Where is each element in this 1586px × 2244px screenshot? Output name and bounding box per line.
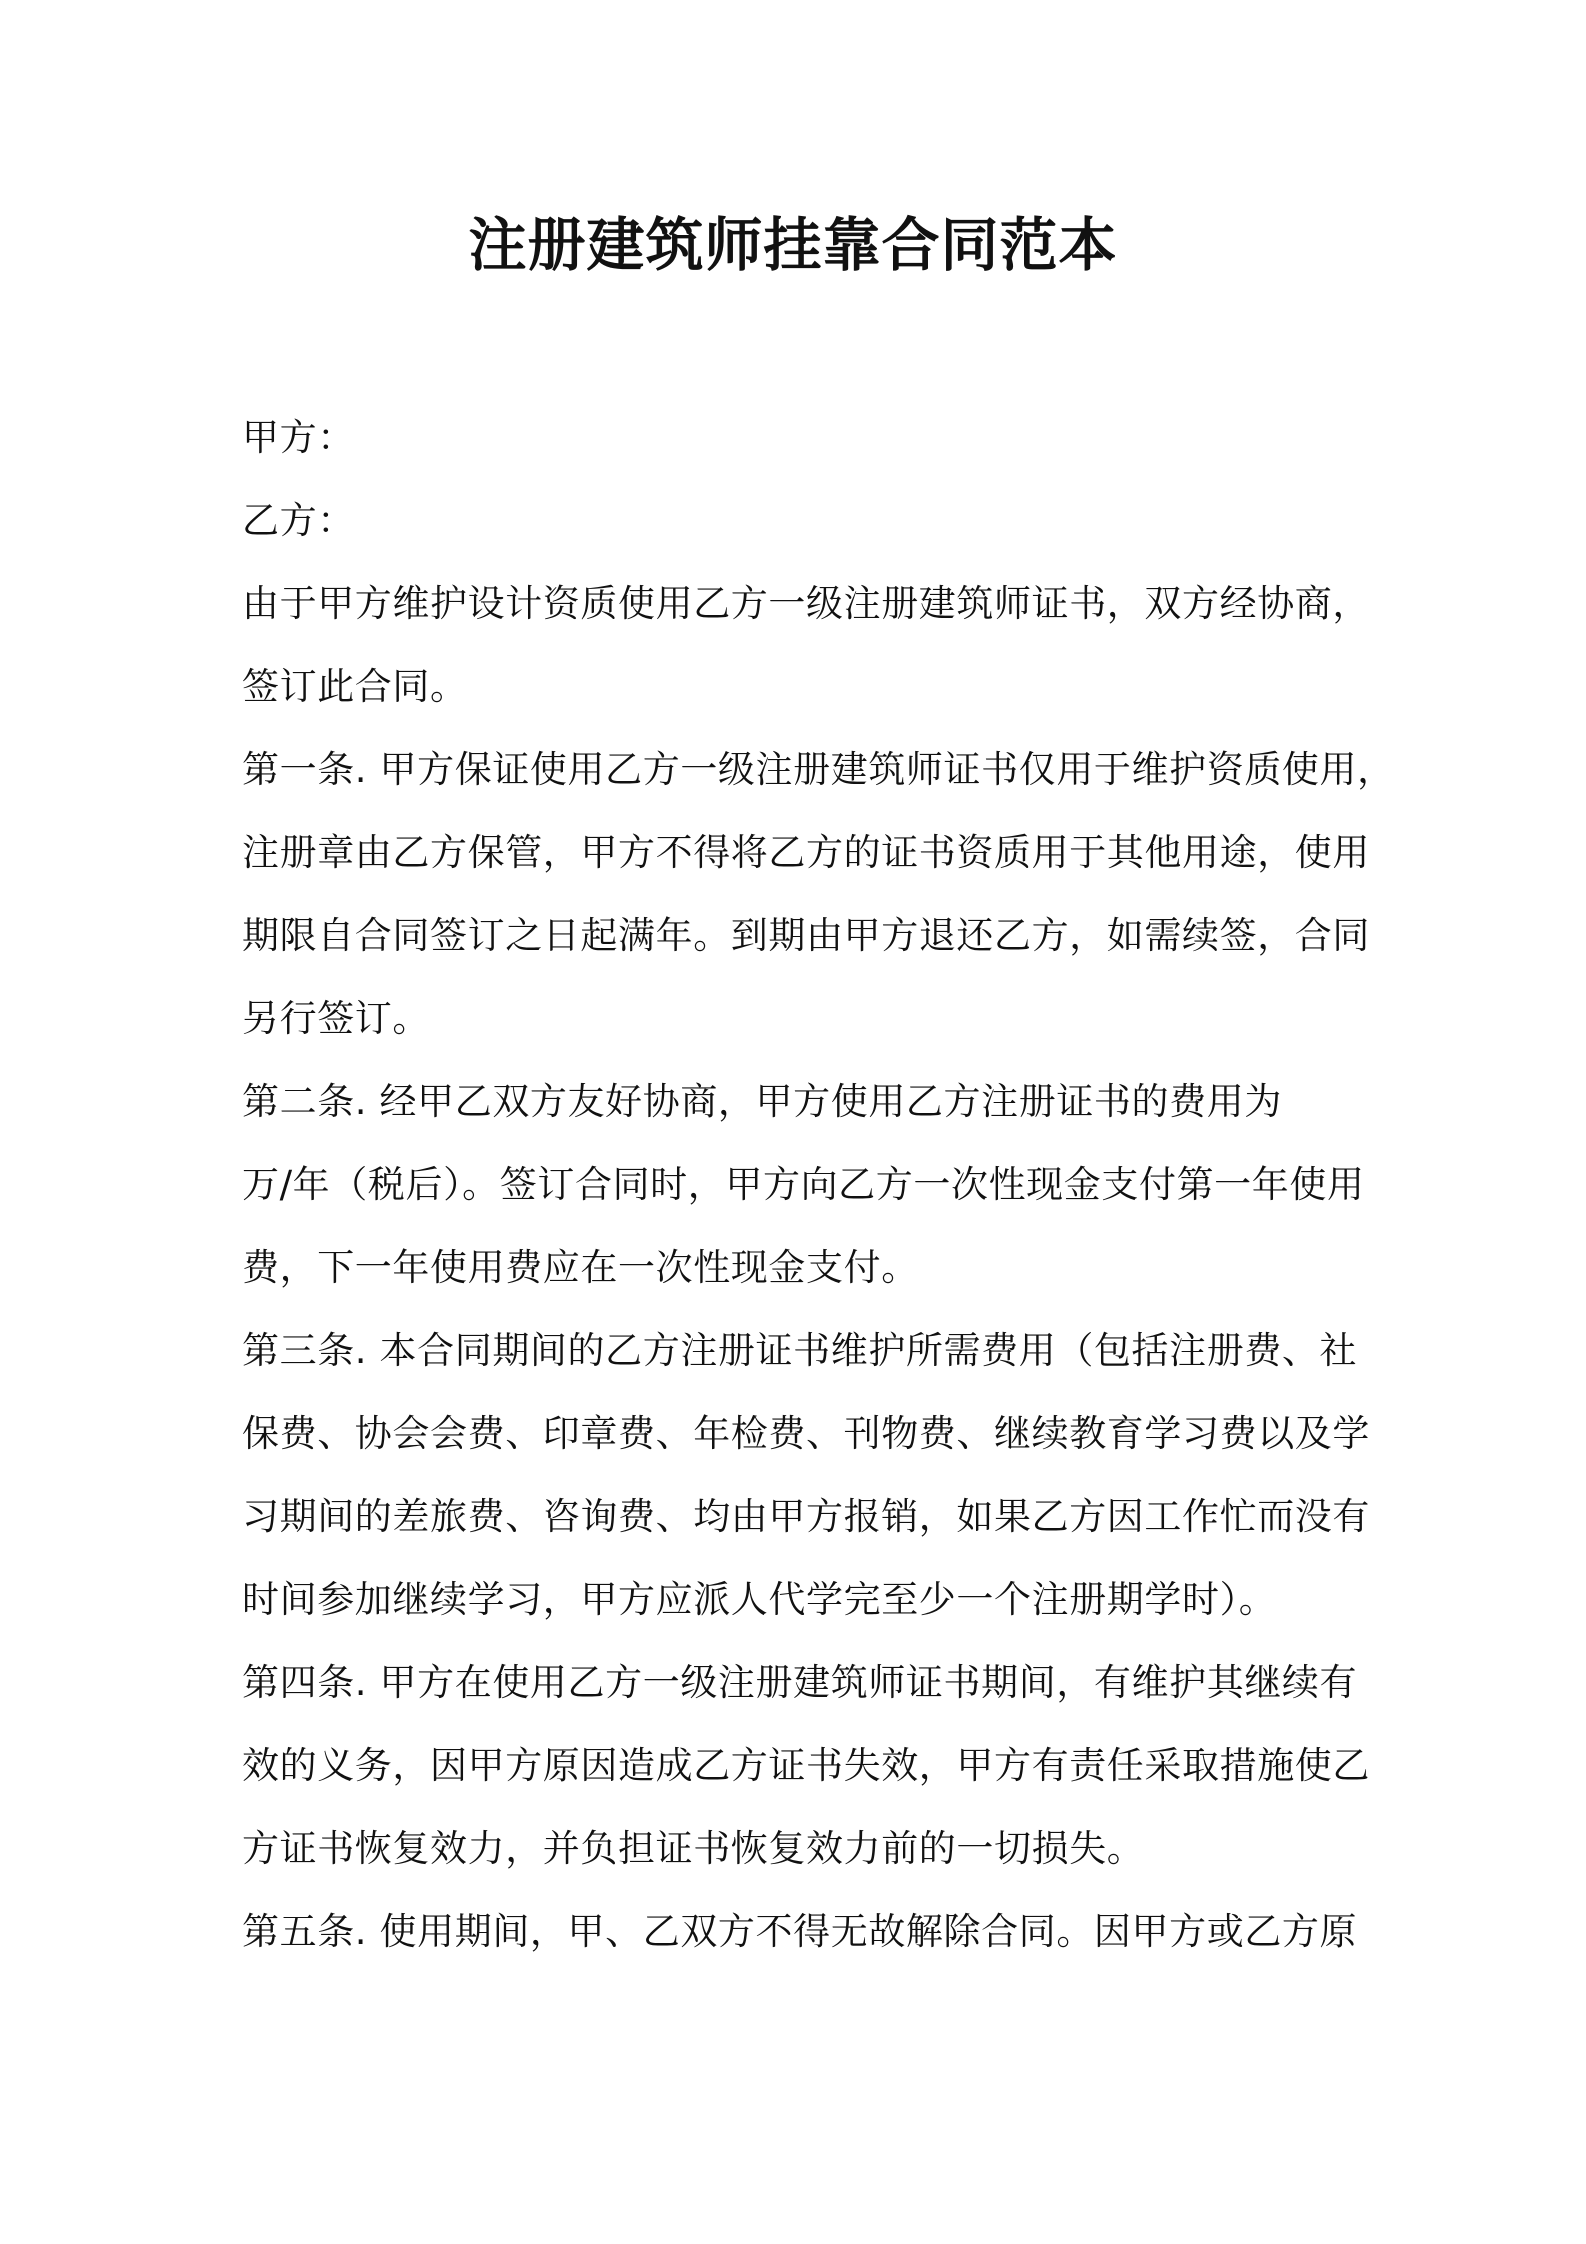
text-line: 乙方： <box>242 499 355 542</box>
document-body <box>242 396 1395 1973</box>
text-line: 第五条. 使用期间，甲、乙双方不得无故解除合同。因甲方或乙方原 <box>242 1910 1358 1953</box>
text-line: 由于甲方维护设计资质使用乙方一级注册建筑师证书，双方经协商， <box>242 582 1370 625</box>
text-line: 效的义务，因甲方原因造成乙方证书失效，甲方有责任采取措施使乙 <box>242 1744 1370 1787</box>
text-line: 注册章由乙方保管，甲方不得将乙方的证书资质用于其他用途，使用 <box>242 831 1370 874</box>
text-line: 签订此合同。 <box>242 665 468 708</box>
text-line: 期限自合同签订之日起满年。到期由甲方退还乙方，如需续签，合同 <box>242 914 1370 957</box>
document-title: 注册建筑师挂靠合同范本 <box>468 211 1118 279</box>
text-line: 另行签订。 <box>242 997 430 1040</box>
text-line: 保费、协会会费、印章费、年检费、刊物费、继续教育学习费以及学 <box>242 1412 1370 1455</box>
text-line: 第四条. 甲方在使用乙方一级注册建筑师证书期间，有维护其继续有 <box>242 1661 1358 1704</box>
text-line: 第三条. 本合同期间的乙方注册证书维护所需费用（包括注册费、社 <box>242 1329 1358 1372</box>
text-line: 方证书恢复效力，并负担证书恢复效力前的一切损失。 <box>242 1827 1145 1870</box>
text-line: 习期间的差旅费、咨询费、均由甲方报销，如果乙方因工作忙而没有 <box>242 1495 1370 1538</box>
text-line: 万/年（税后）。签订合同时，甲方向乙方一次性现金支付第一年使用 <box>242 1163 1365 1206</box>
text-line: 时间参加继续学习，甲方应派人代学完至少一个注册期学时）。 <box>242 1578 1277 1621</box>
text-line: 费，下一年使用费应在一次性现金支付。 <box>242 1246 919 1289</box>
text-line: 甲方： <box>242 416 355 459</box>
text-line: 第二条. 经甲乙双方友好协商，甲方使用乙方注册证书的费用为 <box>242 1080 1282 1123</box>
text-line: 第一条. 甲方保证使用乙方一级注册建筑师证书仅用于维护资质使用， <box>242 748 1395 791</box>
